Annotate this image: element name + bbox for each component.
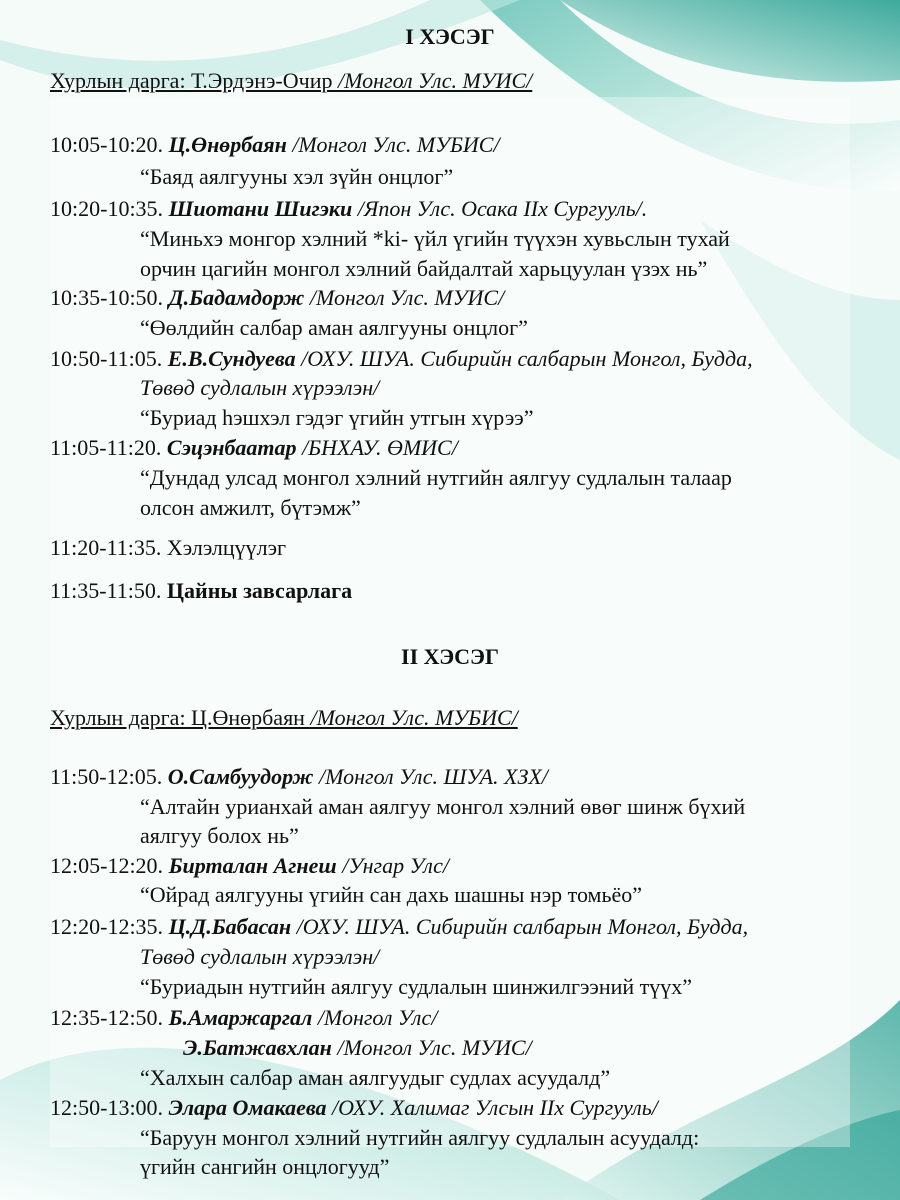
speaker-org: /ОХУ. ШУА. Сибирийн салбарын Монгол, Будда,: [291, 914, 749, 939]
time-slot: 12:20-12:35.: [50, 914, 169, 939]
talk-title: “Ойрад аялгууны үгийн сан дахь шашны нэр томьёо”: [140, 882, 643, 907]
schedule-item: [50, 344, 753, 374]
talk-title: олсон амжилт, бүтэмж”: [140, 495, 361, 520]
time-slot: 11:20-11:35.: [50, 535, 167, 560]
schedule-item: [50, 1003, 437, 1033]
discussion-item: [50, 533, 286, 563]
speaker-name: Шиотани Шигэки: [168, 196, 353, 221]
speaker-org: /Монгол Улс/: [312, 1005, 438, 1030]
speaker-name: Бирталан Агнеш: [168, 853, 337, 878]
talk-title: “Баруун монгол хэлний нутгийн аялгуу судлалын асуудалд:: [140, 1125, 700, 1150]
time-slot: 10:20-10:35.: [50, 196, 169, 221]
schedule-item: [50, 762, 548, 792]
talk-title: “Өөлдийн салбар аман аялгууны онцлог”: [140, 315, 528, 340]
time-slot: 12:05-12:20.: [50, 853, 169, 878]
section2-chair: [50, 705, 518, 731]
speaker-name: Ц.Өнөрбаян: [168, 132, 287, 157]
speaker-org: /Унгар Улс/: [336, 853, 450, 878]
time-slot: 11:35-11:50.: [50, 578, 167, 603]
speaker-org: /ОХУ. Халимаг Улсын IIх Сургууль/: [326, 1095, 658, 1120]
talk-title: үгийн сангийн онцлогууд”: [140, 1154, 390, 1179]
speaker-org-cont: Төвөд судлалын хүрээлэн/: [140, 944, 380, 969]
speaker-org: /Япон Улс. Осака IIх Сургууль/.: [352, 196, 648, 221]
speaker-org: /ОХУ. ШУА. Сибирийн салбарын Монгол, Будда,: [295, 346, 753, 371]
schedule-item: [50, 912, 748, 942]
time-slot: 10:05-10:20.: [50, 132, 169, 157]
talk-title: орчин цагийн монгол хэлний байдалтай харьцуулан үзэх нь”: [140, 256, 708, 281]
speaker-name: Э.Батжавхлан: [183, 1035, 332, 1060]
chair-label: Хурлын дарга: Ц.Өнөрбаян: [50, 705, 311, 730]
speaker-name: Д.Бадамдорж: [168, 285, 305, 310]
talk-title: “Буриадын нутгийн аялгуу судлалын шинжилгээний түүх”: [140, 974, 693, 999]
speaker-name: О.Самбуудорж: [167, 764, 314, 789]
schedule-item: [50, 851, 449, 881]
speaker-org: /Монгол Улс. МУБИС/: [286, 132, 500, 157]
time-slot: 10:50-11:05.: [50, 346, 168, 371]
speaker-org: /Монгол Улс. ШУА. ХЗХ/: [313, 764, 548, 789]
chair-org: /Монгол Улс. МУБИС/: [310, 705, 518, 730]
schedule-item: [50, 1093, 658, 1123]
schedule-item: [50, 194, 647, 224]
schedule-item: [50, 433, 458, 463]
time-slot: 12:35-12:50.: [50, 1005, 169, 1030]
section1-title: I ХЭСЭГ: [405, 24, 495, 49]
schedule-item: [50, 283, 504, 313]
co-speaker-line: [183, 1033, 532, 1063]
speaker-name: Б.Амаржаргал: [168, 1005, 313, 1030]
speaker-org: /БНХАУ. ӨМИС/: [296, 435, 458, 460]
talk-title: “Дундад улсад монгол хэлний нутгийн аялгуу судлалын талаар: [140, 465, 732, 490]
time-slot: 12:50-13:00.: [50, 1095, 169, 1120]
talk-title: “Миньхэ монгор хэлний *ki- үйл үгийн түүхэн хувьслын тухай: [140, 226, 730, 251]
speaker-org: /Монгол Улс. МУИС/: [304, 285, 505, 310]
section1-chair: [50, 68, 532, 94]
time-slot: 11:05-11:20.: [50, 435, 167, 460]
talk-title: “Халхын салбар аман аялгуудыг судлах асуудалд”: [140, 1065, 611, 1090]
speaker-org-cont: Төвөд судлалын хүрээлэн/: [140, 375, 380, 400]
section2-title: II ХЭСЭГ: [401, 644, 499, 669]
talk-title: “Алтайн урианхай аман аялгуу монгол хэлний өвөг шинж бүхий: [140, 794, 746, 819]
speaker-name: Ц.Д.Бабасан: [168, 914, 292, 939]
break-label: Цайны завсарлага: [166, 578, 353, 603]
speaker-name: Сэцэнбаатар: [166, 435, 297, 460]
speaker-name: Элара Омакаева: [168, 1095, 327, 1120]
chair-org: /Монгол Улс. МУИС/: [337, 68, 533, 93]
talk-title: “Баяд аялгууны хэл зүйн онцлог”: [140, 164, 454, 189]
time-slot: 11:50-12:05.: [50, 764, 168, 789]
break-item: [50, 576, 352, 606]
talk-title: “Буриад һэшхэл гэдэг үгийн утгын хүрээ”: [140, 405, 534, 430]
schedule-item: [50, 130, 500, 160]
discussion-label: Хэлэлцүүлэг: [166, 535, 287, 560]
time-slot: 10:35-10:50.: [50, 285, 169, 310]
talk-title: аялгуу болох нь”: [140, 823, 299, 848]
speaker-name: Е.В.Сундуева: [167, 346, 296, 371]
chair-label: Хурлын дарга: Т.Эрдэнэ-Очир: [50, 68, 338, 93]
speaker-org: /Монгол Улс. МУИС/: [331, 1035, 532, 1060]
